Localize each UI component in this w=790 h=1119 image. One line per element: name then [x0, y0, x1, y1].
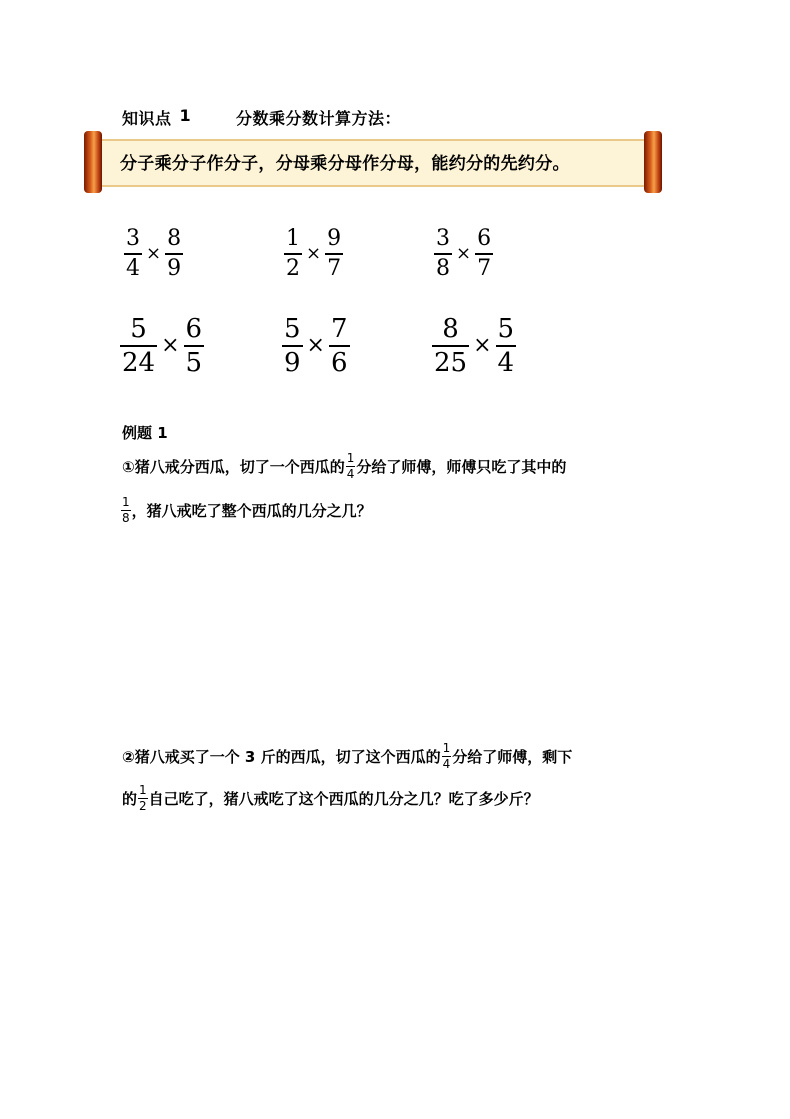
fraction: $\frac{5}{24}$	[122, 314, 156, 378]
question-1-line-2	[120, 496, 372, 524]
fraction: $\frac{8}{25}$	[434, 314, 468, 378]
knowledge-number: 1	[179, 106, 192, 125]
fraction: 1 4	[346, 451, 355, 481]
times-sign: ×	[456, 243, 472, 265]
fraction: $\frac{6}{5}$	[185, 314, 203, 378]
fraction: $\frac{5}{4}$	[497, 314, 515, 378]
fraction: $\frac{8}{9}$	[167, 226, 182, 281]
fraction: 1 4	[442, 741, 451, 771]
question-text: ②猪八戒买了一个 3 斤的西瓜，切了这个西瓜的	[122, 747, 441, 766]
fraction: 1 2	[139, 783, 147, 813]
knowledge-heading	[122, 106, 402, 129]
knowledge-label: 知识点	[122, 109, 172, 128]
rule-text: 分子乘分子作分子，分母乘分母作分母，能约分的先约分。	[120, 154, 570, 174]
fraction: $\frac{3}{4}$	[126, 226, 140, 281]
exercise-2	[284, 228, 343, 280]
fraction: $\frac{5}{9}$	[284, 314, 301, 378]
times-sign: ×	[161, 333, 180, 359]
exercise-1	[124, 228, 183, 280]
question-1-line-1	[122, 452, 566, 480]
rule-scroll-banner	[80, 131, 666, 193]
question-text: 的	[122, 789, 138, 808]
question-2-line-1	[122, 742, 572, 770]
question-text: ，猪八戒吃了整个西瓜的几分之几？	[131, 501, 372, 520]
scroll-roll-right	[644, 131, 662, 193]
exercise-5	[282, 316, 350, 376]
fraction: $\frac{7}{6}$	[330, 314, 348, 378]
fraction: $\frac{3}{8}$	[436, 226, 450, 281]
question-text: 分给了师傅，剩下	[452, 747, 573, 766]
scroll-roll-left	[84, 131, 102, 193]
times-sign: ×	[473, 333, 492, 359]
example-label: 例题 1	[122, 424, 168, 442]
fraction: 1 8	[122, 495, 130, 525]
times-sign: ×	[306, 333, 325, 359]
question-text: 自己吃了，猪八戒吃了这个西瓜的几分之几？吃了多少斤？	[148, 789, 539, 808]
exercise-4	[120, 316, 204, 376]
knowledge-title: 分数乘分数计算方法：	[236, 109, 402, 128]
fraction: $\frac{1}{2}$	[286, 226, 300, 281]
times-sign: ×	[306, 243, 322, 265]
exercise-3	[434, 228, 493, 280]
exercise-6	[432, 316, 516, 376]
question-text: ①猪八戒分西瓜，切了一个西瓜的	[122, 457, 345, 476]
question-2-line-2	[122, 784, 539, 812]
times-sign: ×	[146, 243, 162, 265]
question-text: 分给了师傅，师傅只吃了其中的	[356, 457, 567, 476]
fraction: $\frac{6}{7}$	[477, 226, 492, 281]
fraction: $\frac{9}{7}$	[327, 226, 342, 281]
